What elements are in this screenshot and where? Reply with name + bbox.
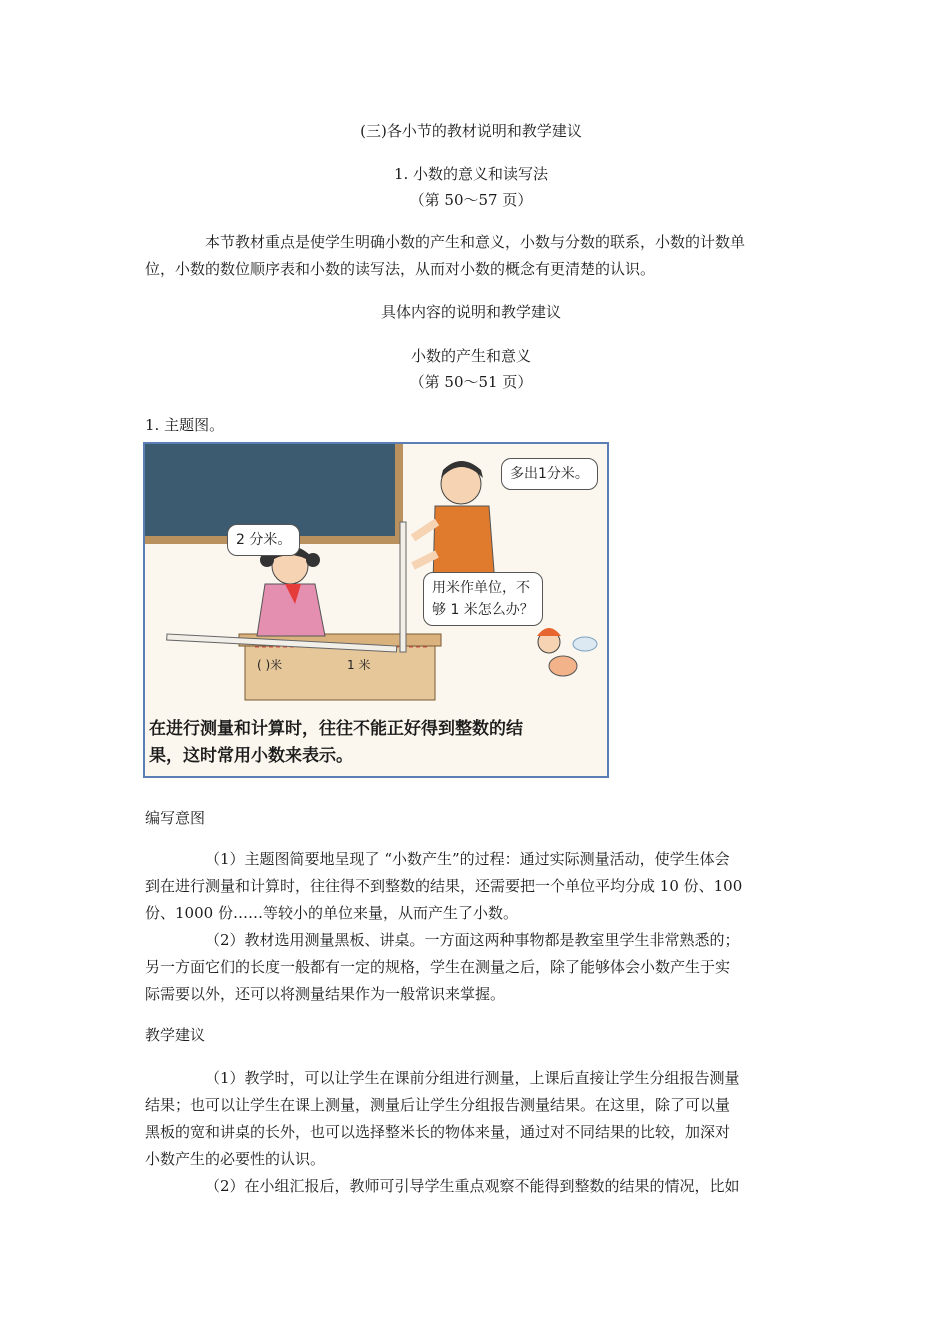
subsection-pages: （第 50～57 页） — [409, 191, 533, 209]
intent-paragraph-2 — [145, 927, 800, 1008]
suggest-line: （1）教学时，可以让学生在课前分组进行测量，上课后直接让学生分组报告测量 — [205, 1069, 740, 1087]
figure-label: 1. 主题图。 — [145, 416, 225, 434]
topic-title: 小数的产生和意义 — [410, 347, 531, 365]
suggest-paragraph-2 — [145, 1173, 800, 1200]
desk-blank-label: ( )米 — [257, 658, 283, 672]
intro-line: 位，小数的数位顺序表和小数的读写法，从而对小数的概念有更清楚的认识。 — [145, 260, 656, 278]
detail-heading: 具体内容的说明和教学建议 — [380, 303, 561, 321]
fairy-bubble-line: 够 1 米怎么办？ — [432, 602, 534, 618]
section-title: (三)各小节的教材说明和教学建议 — [360, 122, 582, 140]
caption-line: 在进行测量和计算时，往往不能正好得到整数的结 — [149, 719, 523, 739]
suggest-line: 黑板的宽和讲桌的长外，也可以选择整米长的物体来量，通过对不同结果的比较，加深对 — [145, 1123, 731, 1141]
caption-line: 果，这时常用小数来表示。 — [149, 746, 353, 766]
intent-line: （2）教材选用测量黑板、讲桌。一方面这两种事物都是教室里学生非常熟悉的； — [205, 931, 740, 949]
intent-line: 份、1000 份……等较小的单位来量，从而产生了小数。 — [145, 904, 518, 922]
suggest-line: （2）在小组汇报后，教师可引导学生重点观察不能得到整数的结果的情况，比如 — [205, 1177, 740, 1195]
fairy-bubble-line: 用米作单位，不 — [432, 580, 530, 596]
intent-line: 际需要以外，还可以将测量结果作为一般常识来掌握。 — [145, 985, 506, 1003]
intent-line: 另一方面它们的长度一般都有一定的规格，学生在测量之后，除了能够体会小数产生于实 — [145, 958, 731, 976]
subsection-title: 1. 小数的意义和读写法 — [393, 165, 549, 183]
fairy-speech-bubble — [423, 572, 543, 626]
suggest-paragraph-1 — [145, 1065, 800, 1173]
intro-paragraph — [145, 229, 800, 283]
intro-line: 本节教材重点是使学生明确小数的产生和意义，小数与分数的联系，小数的计数单 — [205, 233, 746, 251]
intent-heading: 编写意图 — [145, 809, 206, 827]
suggest-line: 结果；也可以让学生在课上测量，测量后让学生分组报告测量结果。在这里，除了可以量 — [145, 1096, 731, 1114]
desk-meter-label: 1 米 — [347, 658, 371, 672]
suggest-line: 小数产生的必要性的认识。 — [145, 1150, 326, 1168]
theme-illustration — [143, 442, 609, 778]
intent-line: 到在进行测量和计算时，往往得不到整数的结果，还需要把一个单位平均分成 10 份、100 — [145, 877, 743, 895]
intent-paragraph-1 — [145, 846, 800, 927]
boy-speech-bubble: 多出1分米。 — [501, 458, 598, 490]
girl-speech-bubble: 2 分米。 — [227, 524, 300, 556]
illustration-caption — [145, 716, 607, 770]
intent-line: （1）主题图简要地呈现了 “小数产生”的过程：通过实际测量活动，使学生体会 — [205, 850, 730, 868]
suggest-heading: 教学建议 — [145, 1026, 206, 1044]
topic-pages: （第 50～51 页） — [409, 373, 533, 391]
